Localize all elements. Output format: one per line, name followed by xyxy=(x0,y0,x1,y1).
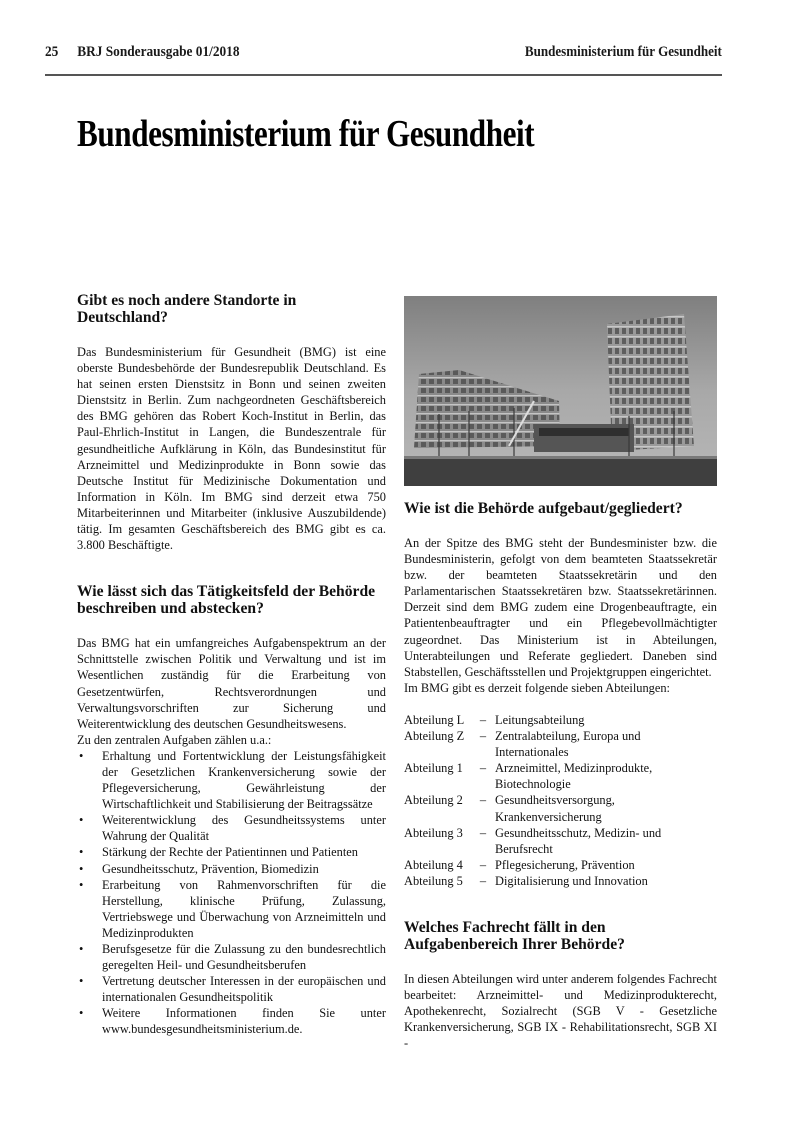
paragraph-standorte: Das Bundesministerium für Gesundheit (BMG) ist eine oberste Bundesbehörde der Bundesrepublik Deutschland. Es hat seinen ersten Dienstsitz in Bonn und seinen zweiten Dienstsitz in Berlin. Zum nachgeordneten Geschäftsbereich des BMG gehören das Robert Koch-Institut in Berlin, das Paul-Ehrlich-Institut in Langen, die Bundeszentrale für gesundheitliche Aufklärung in Köln, das Bundesinstitut für Arzneimittel und Medizinprodukte in Bonn sowie das Deutsche Institut für Medizinische Dokumentation und Information in Köln. Im BMG sind derzeit etwa 750 Mitarbeiterinnen und Mitarbeiter (inklusive Auszubildende) tätig. Im gesamten Geschäftsbereich des BMG gibt es ca. 3.800 Beschäftigte. xyxy=(77,345,386,553)
tasks-intro: Zu den zentralen Aufgaben zählen u.a.: xyxy=(77,732,272,747)
task-text: Erhaltung und Fortentwicklung der Leistungsfähigkeit der Gesetzlichen Krankenversicherung sowie der Pflegeversicherung, Gewährleistung der Wirtschaftlichkeit und Stabilisierung der Beitragssätze xyxy=(102,748,386,812)
heading-aufbau: Wie ist die Behörde aufgebaut/gegliedert? xyxy=(404,500,683,517)
department-description: Gesundheitsversorgung, Krankenversicherung xyxy=(495,793,615,824)
department-description: Arzneimittel, Medizinprodukte, Biotechnologie xyxy=(495,761,653,792)
bullet-icon: • xyxy=(79,845,84,860)
department-name: Abteilung 2 xyxy=(404,793,463,808)
department-description: Pflegesicherung, Prävention xyxy=(495,857,635,872)
list-item xyxy=(77,748,386,812)
bullet-icon: • xyxy=(79,877,84,892)
list-item xyxy=(77,1005,386,1037)
department-name: Abteilung Z xyxy=(404,729,465,744)
heading-fachrecht: Welches Fachrecht fällt in den Aufgabenbereich Ihrer Behörde? xyxy=(404,918,625,953)
tasks-list xyxy=(77,748,386,1038)
bullet-icon: • xyxy=(79,974,84,989)
task-text: Erarbeitung von Rahmenvorschriften für die Herstellung, klinische Prüfung, Zulassung, Vertriebswege und Überwachung von Arzneimitteln und Medizinprodukten xyxy=(102,877,386,940)
list-item xyxy=(77,973,386,1005)
department-row xyxy=(404,712,717,728)
dash-separator: – xyxy=(479,873,487,888)
department-row xyxy=(404,760,717,792)
department-name: Abteilung 3 xyxy=(404,825,463,840)
dash-separator: – xyxy=(479,712,487,727)
left-column xyxy=(77,292,386,1038)
department-description: Gesundheitsschutz, Medizin- und Berufsrecht xyxy=(495,825,662,856)
building-photo xyxy=(404,296,717,486)
bullet-icon: • xyxy=(79,1006,84,1021)
building-photo-image xyxy=(404,296,717,486)
task-text: Vertretung deutscher Interessen in der europäischen und internationalen Gesundheitspolitik xyxy=(102,974,386,1005)
task-text: Stärkung der Rechte der Patientinnen und Patienten xyxy=(102,845,359,860)
header-rule xyxy=(45,74,722,76)
dash-separator: – xyxy=(479,761,487,776)
department-row xyxy=(404,792,717,824)
dash-separator: – xyxy=(479,793,487,808)
paragraph-fachrecht: In diesen Abteilungen wird unter anderem folgendes Fachrecht bearbeitet: Arzneimittel- und Medizinprodukterecht, Apothekenrecht, Sozialrecht (SGB V - Gesetzliche Krankenversicherung, SGB IX - Rehabilitationsrecht, SGB XI - xyxy=(404,971,717,1051)
page-title: Bundesministerium für Gesundheit xyxy=(77,113,535,155)
department-row xyxy=(404,825,717,857)
spacer xyxy=(404,889,717,919)
list-item xyxy=(77,812,386,844)
task-text: Berufsgesetze für die Zulassung zu den bundesrechtlich geregelten Heil- und Gesundheitsberufen xyxy=(102,942,386,973)
right-column xyxy=(404,296,717,1051)
dash-separator: – xyxy=(479,729,487,744)
bullet-icon: • xyxy=(79,942,84,956)
departments-intro: Im BMG gibt es derzeit folgende sieben Abteilungen: xyxy=(404,680,670,695)
department-name: Abteilung L xyxy=(404,712,465,727)
task-text: Gesundheitsschutz, Prävention, Biomedizin xyxy=(102,861,319,876)
paragraph-aufbau: An der Spitze des BMG steht der Bundesminister bzw. die Bundesministerin, gefolgt von dem beamteten Staatssekretär bzw. der beamteten Staatssekretärin und den Parlamentarischen Staatssekretären bzw. Staatssekretärinnen. Derzeit sind dem BMG zudem eine Drogenbeauftragte, ein Patientenbeauftragter und ein Pflegebevollmächtigter zugeordnet. Das Ministerium ist in Abteilungen, Unterabteilungen und Referate gegliedert. Daneben sind Stabstellen, Geschäftsstellen und Projektgruppen eingerichtet. xyxy=(404,536,717,679)
task-text: Weiterentwicklung des Gesundheitssystems unter Wahrung der Qualität xyxy=(102,813,386,844)
department-description: Zentralabteilung, Europa und Internationales xyxy=(495,729,641,760)
heading-taetigkeitsfeld: Wie lässt sich das Tätigkeitsfeld der Behörde beschreiben und abstecken? xyxy=(77,583,376,618)
dash-separator: – xyxy=(479,825,487,840)
department-name: Abteilung 5 xyxy=(404,873,463,888)
journal-issue: BRJ Sonderausgabe 01/2018 xyxy=(77,44,240,60)
list-item xyxy=(77,877,386,941)
running-header-section: Bundesministerium für Gesundheit xyxy=(524,44,722,60)
departments-list xyxy=(404,712,717,889)
task-text: Weitere Informationen finden Sie unter www.bundesgesundheitsministerium.de. xyxy=(102,1006,386,1037)
list-item xyxy=(77,844,386,860)
bullet-icon: • xyxy=(79,861,84,876)
department-description: Leitungsabteilung xyxy=(495,712,585,727)
department-row xyxy=(404,857,717,873)
department-name: Abteilung 1 xyxy=(404,761,463,776)
spacer xyxy=(77,553,386,583)
paragraph-taetigkeitsfeld: Das BMG hat ein umfangreiches Aufgabenspektrum an der Schnittstelle zwischen Politik und Verwaltung und ist im Wesentlichen zuständig für die Erarbeitung von Gesetzentwürfen, Rechtsverordnungen und Verwaltungsvorschriften zur Sicherung und Weiterentwicklung des deutschen Gesundheitswesens. xyxy=(77,636,386,731)
list-item xyxy=(77,941,386,973)
bullet-icon: • xyxy=(79,748,84,763)
department-description: Digitalisierung und Innovation xyxy=(495,873,648,888)
heading-standorte: Gibt es noch andere Standorte in Deutschland? xyxy=(77,292,297,326)
department-name: Abteilung 4 xyxy=(404,857,463,872)
bullet-icon: • xyxy=(79,813,84,828)
list-item xyxy=(77,861,386,877)
department-row xyxy=(404,728,717,760)
department-row xyxy=(404,873,717,889)
page-number: 25 xyxy=(45,44,59,60)
dash-separator: – xyxy=(479,857,487,872)
